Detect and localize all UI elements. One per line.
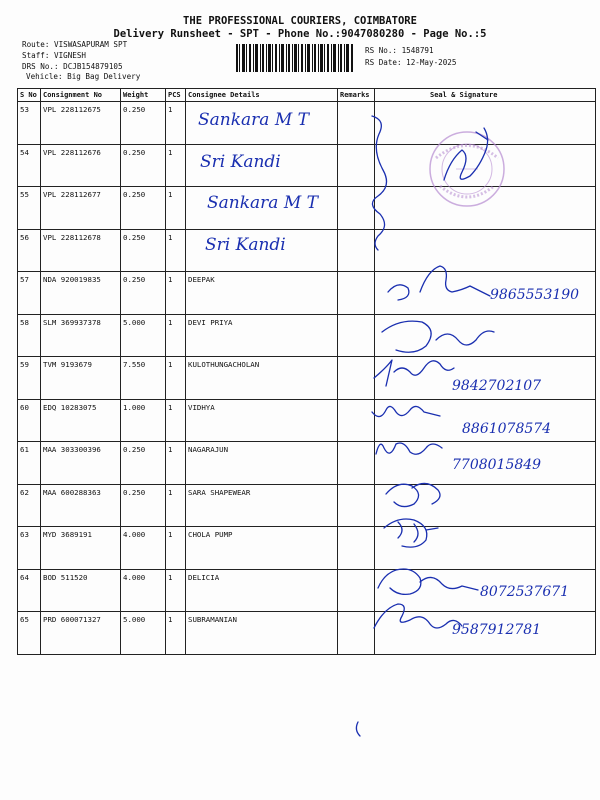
vehicle-label: Vehicle: Big Bag Delivery (26, 72, 141, 81)
row-pcs: 1 (166, 144, 186, 187)
col-signature-header: Seal & Signature (375, 89, 596, 102)
col-weight-header: Weight (121, 89, 166, 102)
row-sno: 65 (18, 612, 41, 655)
row-pcs: 1 (166, 442, 186, 485)
row-weight: 1.000 (121, 399, 166, 442)
row-weight: 5.000 (121, 612, 166, 655)
row-sno: 54 (18, 144, 41, 187)
route-label: Route: VISWASAPURAM SPT (22, 40, 128, 49)
row-pcs: 1 (166, 357, 186, 400)
row-weight: 0.250 (121, 442, 166, 485)
col-remarks-header: Remarks (338, 89, 375, 102)
row-sno: 63 (18, 527, 41, 570)
row-sno: 61 (18, 442, 41, 485)
row-consignee: DEEPAK (186, 272, 338, 315)
handwritten-phone: 9865553190 (490, 287, 580, 303)
handwritten-phone: 8861078574 (462, 421, 552, 437)
signature-65 (374, 604, 462, 628)
handwritten-name: Sri Kandi (200, 152, 281, 172)
handwritten-name: Sankara M T (207, 193, 318, 213)
handwritten-phone: 9587912781 (452, 622, 542, 638)
row-consignment: TVM 9193679 (41, 357, 121, 400)
row-sno: 62 (18, 484, 41, 527)
row-pcs: 1 (166, 272, 186, 315)
signature-58 (382, 321, 494, 352)
row-weight: 4.000 (121, 527, 166, 570)
row-consignment: SLM 369937378 (41, 314, 121, 357)
row-pcs: 1 (166, 187, 186, 230)
row-pcs: 1 (166, 229, 186, 272)
row-consignment: EDQ 10283075 (41, 399, 121, 442)
stray-mark (356, 722, 360, 736)
staff-label: Staff: VIGNESH (22, 51, 87, 60)
remarks-bracket-mark (372, 116, 387, 250)
runsheet-subtitle: Delivery Runsheet - SPT - Phone No.:9047080280 - Page No.:5 (113, 28, 487, 40)
row-pcs: 1 (166, 527, 186, 570)
rs-date-label: RS Date: 12-May-2025 (365, 58, 457, 67)
row-pcs: 1 (166, 399, 186, 442)
row-sno: 59 (18, 357, 41, 400)
row-consignment: PRD 600071327 (41, 612, 121, 655)
row-weight: 5.000 (121, 314, 166, 357)
handwritten-name: Sri Kandi (205, 235, 286, 255)
row-weight: 0.250 (121, 272, 166, 315)
row-consignee: VIDHYA (186, 399, 338, 442)
col-consignment-header: Consignment No (41, 89, 121, 102)
row-consignment: MYD 3689191 (41, 527, 121, 570)
signature-62 (386, 483, 440, 506)
row-consignment: MAA 600288363 (41, 484, 121, 527)
row-pcs: 1 (166, 569, 186, 612)
signature-64 (378, 569, 478, 594)
row-consignee: DELICIA (186, 569, 338, 612)
row-weight: 0.250 (121, 144, 166, 187)
col-pcs-header: PCS (166, 89, 186, 102)
row-sno: 56 (18, 229, 41, 272)
row-consignment: VPL 228112677 (41, 187, 121, 230)
signature-53-56 (444, 128, 488, 180)
row-pcs: 1 (166, 314, 186, 357)
row-weight: 0.250 (121, 102, 166, 145)
col-consignee-header: Consignee Details (186, 89, 338, 102)
col-sno-header: S No (18, 89, 41, 102)
row-consignment: MAA 303300396 (41, 442, 121, 485)
row-weight: 0.250 (121, 229, 166, 272)
row-sno: 58 (18, 314, 41, 357)
row-consignee: SARA SHAPEWEAR (186, 484, 338, 527)
row-weight: 0.250 (121, 187, 166, 230)
row-sno: 60 (18, 399, 41, 442)
row-sno: 53 (18, 102, 41, 145)
row-consignment: BOD 511520 (41, 569, 121, 612)
drs-label: DRS No.: DCJB154879105 (22, 62, 123, 71)
handwritten-phone: 9842702107 (452, 378, 542, 394)
row-pcs: 1 (166, 102, 186, 145)
signature-60 (372, 406, 440, 416)
row-consignment: NDA 920019835 (41, 272, 121, 315)
row-consignment: VPL 228112676 (41, 144, 121, 187)
row-consignee: SUBRAMANIAN (186, 612, 338, 655)
handwritten-phone: 7708015849 (452, 457, 542, 473)
row-weight: 4.000 (121, 569, 166, 612)
row-sno: 55 (18, 187, 41, 230)
rs-no-label: RS No.: 1548791 (365, 46, 434, 55)
row-consignment: VPL 228112678 (41, 229, 121, 272)
row-pcs: 1 (166, 612, 186, 655)
row-sno: 64 (18, 569, 41, 612)
handwritten-name: Sankara M T (198, 110, 309, 130)
row-weight: 0.250 (121, 484, 166, 527)
row-consignment: VPL 228112675 (41, 102, 121, 145)
signature-63 (384, 519, 438, 547)
row-weight: 7.550 (121, 357, 166, 400)
company-title: THE PROFESSIONAL COURIERS, COIMBATORE (183, 15, 417, 27)
row-sno: 57 (18, 272, 41, 315)
handwritten-phone: 8072537671 (480, 584, 570, 600)
row-consignee: NAGARAJUN (186, 442, 338, 485)
signature-61 (376, 443, 442, 454)
row-consignee: CHOLA PUMP (186, 527, 338, 570)
signature-57 (388, 266, 490, 300)
row-consignee: KULOTHUNGACHOLAN (186, 357, 338, 400)
row-pcs: 1 (166, 484, 186, 527)
signature-59 (374, 360, 454, 386)
row-consignee: DEVI PRIYA (186, 314, 338, 357)
